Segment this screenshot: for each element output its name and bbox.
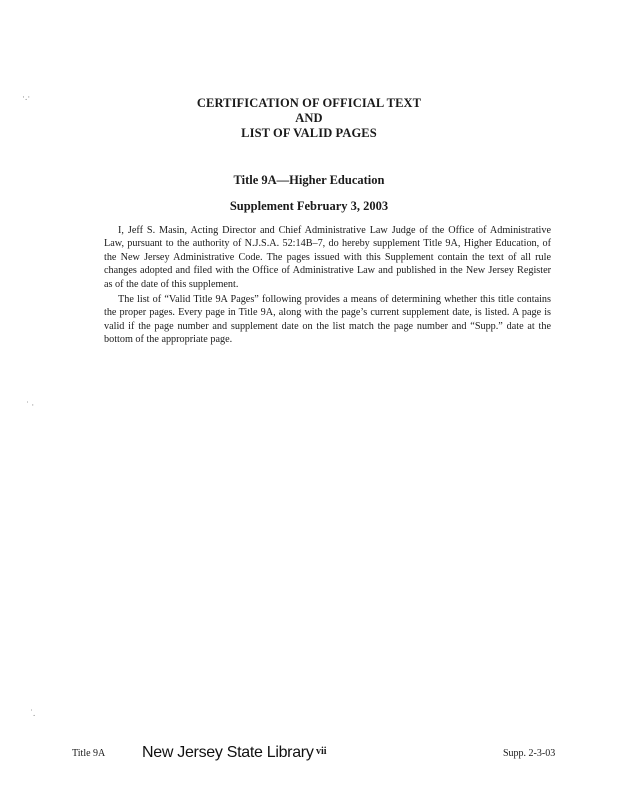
- library-stamp: New Jersey State Library: [142, 744, 314, 761]
- footer-supplement: Supp. 2-3-03: [503, 748, 556, 759]
- scan-speck: ˙ ·: [26, 400, 35, 410]
- heading-line-1: CERTIFICATION OF OFFICIAL TEXT: [196, 96, 422, 110]
- scan-speck: ·.·: [22, 92, 31, 102]
- heading-line-3: LIST OF VALID PAGES: [241, 126, 377, 140]
- supplement-date: Supplement February 3, 2003: [229, 199, 389, 213]
- certification-paragraph: I, Jeff S. Masin, Acting Director and Chief Administrative Law Judge of the Office of Administrative Law, pursuant to the authority of N.J.S.A. 52:14B–7, do hereby supplement Title 9A, Higher Education, of the New Jersey Administrative Code. The pages issued with this Supplement contain the text of all rule changes adopted and filed with the Office of Administrative Law and published in the New Jersey Register as of the date of this supplement.: [104, 225, 551, 290]
- heading-line-2: AND: [295, 111, 323, 125]
- title-heading: Title 9A—Higher Education: [233, 173, 385, 187]
- scan-speck: ˙.: [30, 708, 36, 718]
- footer-title: Title 9A: [72, 748, 106, 759]
- valid-pages-paragraph: The list of “Valid Title 9A Pages” following provides a means of determining whether this title contains the proper pages. Every page in Title 9A, along with the page’s current supplement date, is listed. A page is valid if the page number and supplement date on the list match the page number and “Supp.” date at the bottom of the appropriate page.: [104, 294, 551, 346]
- page-number: vii: [316, 746, 327, 757]
